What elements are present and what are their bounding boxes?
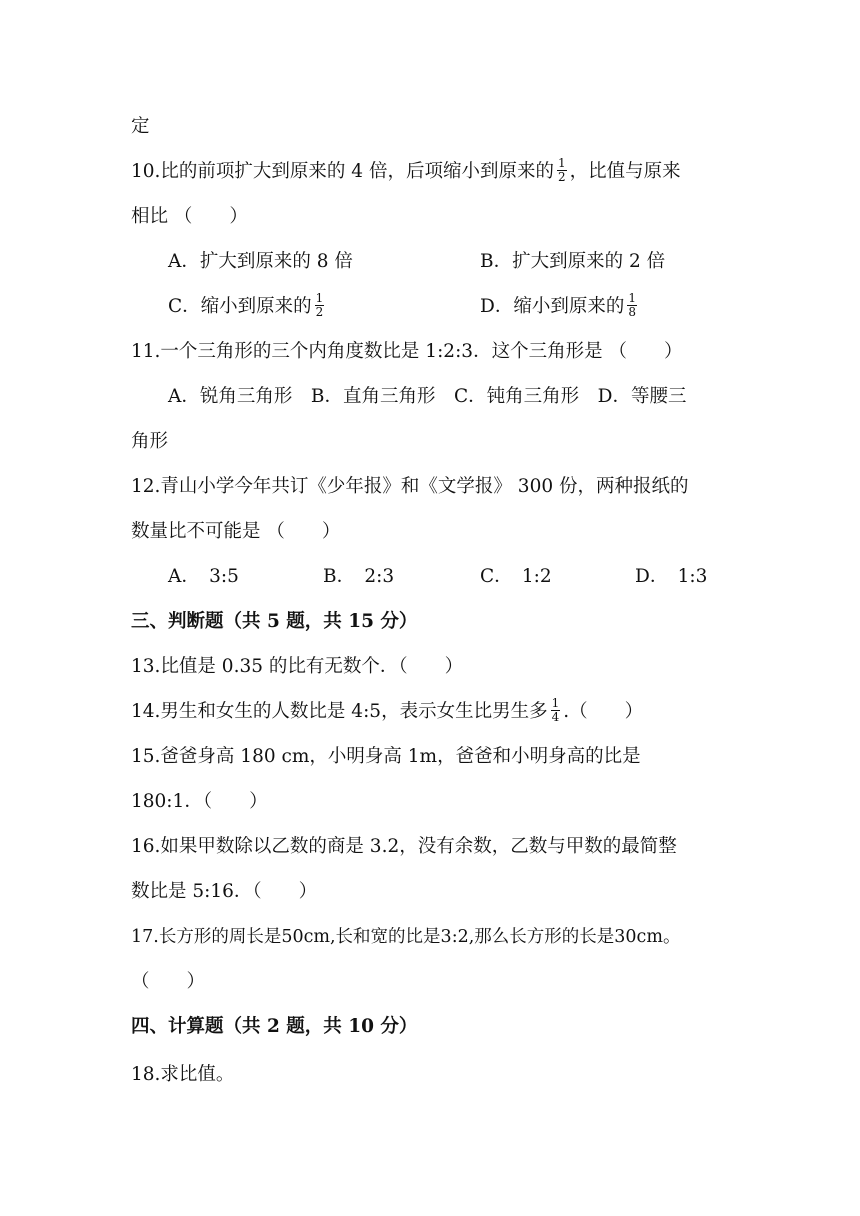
- question-11: 11.一个三角形的三个内角度数比是 1:2:3．这个三角形是 （ ）: [131, 341, 683, 362]
- question-16-line-2: 数比是 5:16．（ ）: [131, 881, 318, 902]
- question-10-line-1: 10.比的前项扩大到原来的 4 倍，后项缩小到原来的 $\frac{1}{2}$ ，比值与原来: [131, 155, 681, 184]
- question-17-line-2: （ ）: [131, 971, 206, 992]
- section-heading-true-false: 三、判断题（共 5 题，共 15 分）: [131, 611, 418, 632]
- question-17-line-1: 17.长方形的周长是50cm,长和宽的比是3:2,那么长方形的长是30cm。: [131, 927, 681, 947]
- question-11-options: A．锐角三角形 B．直角三角形 C．钝角三角形 D．等腰三: [168, 386, 687, 407]
- fraction-one-quarter: $\frac{1}{4}$: [551, 695, 560, 724]
- question-10-option-c: C．缩小到原来的 $\frac{1}{2}$: [168, 290, 324, 319]
- question-15-line-1: 15.爸爸身高 180 cm，小明身高 1m，爸爸和小明身高的比是: [131, 746, 641, 767]
- question-14: 14.男生和女生的人数比是 4:5，表示女生比男生多 $\frac{1}{4}$ .（ ）: [131, 695, 644, 724]
- fraction-one-half: $\frac{1}{2}$: [315, 290, 324, 319]
- question-16-line-1: 16.如果甲数除以乙数的商是 3.2，没有余数，乙数与甲数的最简整: [131, 836, 677, 857]
- fraction-one-half: $\frac{1}{2}$: [557, 155, 566, 184]
- text-line-continuation: 定: [131, 116, 150, 137]
- question-18: 18.求比值。: [131, 1064, 235, 1085]
- question-12-option-b: B． 2:3: [323, 566, 395, 587]
- question-12-option-c: C． 1:2: [480, 566, 552, 587]
- question-12-option-a: A． 3:5: [168, 566, 239, 587]
- question-12-line-2: 数量比不可能是 （ ）: [131, 521, 341, 542]
- question-10-option-b: B．扩大到原来的 2 倍: [480, 251, 666, 272]
- question-15-line-2: 180:1．（ ）: [131, 791, 268, 812]
- question-13: 13.比值是 0.35 的比有无数个．（ ）: [131, 656, 464, 677]
- section-heading-calculation: 四、计算题（共 2 题，共 10 分）: [131, 1016, 418, 1037]
- question-10-option-d: D．缩小到原来的 $\frac{1}{8}$: [480, 290, 636, 319]
- question-12-option-d: D． 1:3: [635, 566, 708, 587]
- question-10-option-a: A．扩大到原来的 8 倍: [168, 251, 353, 272]
- fraction-one-eighth: $\frac{1}{8}$: [628, 290, 636, 319]
- question-12-line-1: 12.青山小学今年共订《少年报》和《文学报》 300 份，两种报纸的: [131, 476, 689, 497]
- question-10-line-2: 相比 （ ）: [131, 206, 248, 227]
- question-11-options-continuation: 角形: [131, 431, 169, 452]
